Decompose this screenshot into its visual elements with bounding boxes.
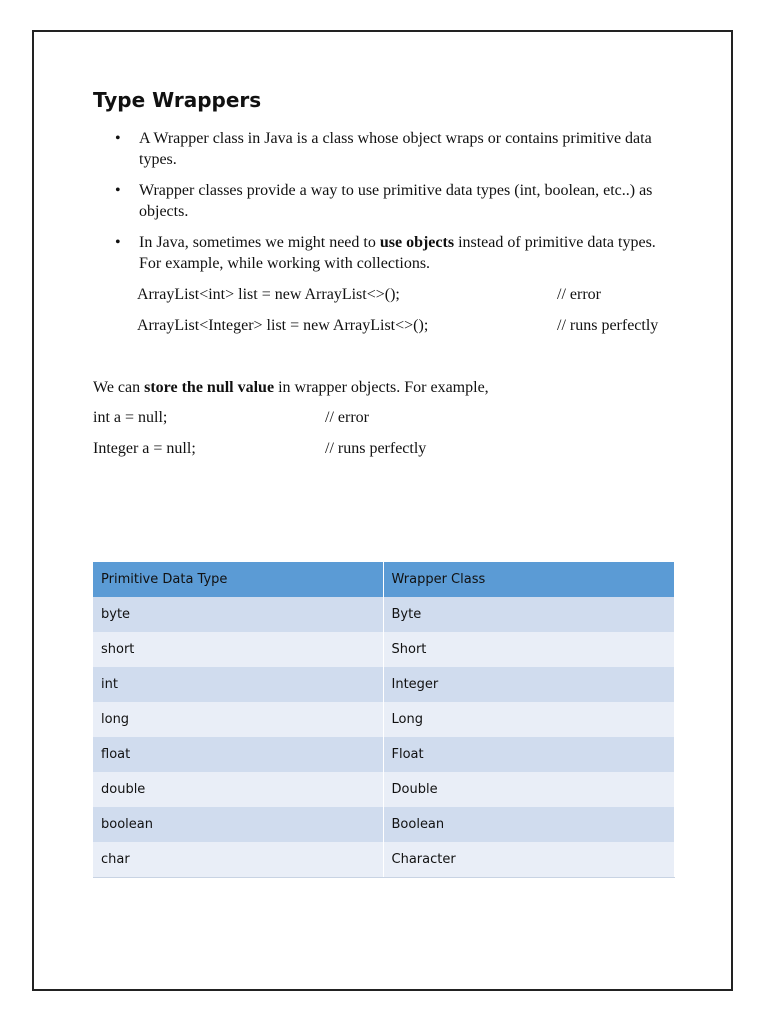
null-intro-pre: We can [93,379,145,396]
null-comment-1: // error [325,409,369,426]
table-cell-primitive: short [93,632,383,667]
table-cell-primitive: boolean [93,807,383,842]
page-title: Type Wrappers [93,88,262,112]
bullet-item [115,232,675,274]
table-cell-primitive: long [93,702,383,737]
null-intro-post: in wrapper objects. For example, [274,379,489,396]
code-example-2: ArrayList<Integer> list = new ArrayList<>(); [137,317,429,334]
table-cell-wrapper: Character [383,842,675,877]
code-example-1: ArrayList<int> list = new ArrayList<>(); [137,286,400,303]
table-cell-primitive: byte [93,597,383,632]
table-row [93,772,675,807]
null-comment-2: // runs perfectly [325,440,427,457]
bullet-dot: • [115,182,121,199]
table-header-wrapper: Wrapper Class [383,562,675,597]
bullet-dot: • [115,130,121,147]
table-cell-wrapper: Float [383,737,675,772]
bullet-text-pre: In Java, sometimes we might need to [139,234,380,251]
table-row [93,807,675,842]
bullet-list [115,128,675,284]
table-cell-primitive: float [93,737,383,772]
table-cell-wrapper: Long [383,702,675,737]
table-row [93,632,675,667]
bullet-text: A Wrapper class in Java is a class whose object wraps or contains primitive data types. [139,130,652,168]
null-example-2: Integer a = null; [93,440,196,457]
wrapper-table [93,562,675,878]
bullet-item [115,128,675,170]
table-cell-wrapper: Short [383,632,675,667]
table-cell-wrapper: Boolean [383,807,675,842]
table-header-primitive: Primitive Data Type [93,562,383,597]
bullet-dot: • [115,234,121,251]
code-comment-1: // error [557,286,601,303]
null-intro [93,378,489,398]
table-cell-primitive: double [93,772,383,807]
table-header-row [93,562,675,597]
table-row [93,737,675,772]
table-cell-wrapper: Double [383,772,675,807]
table-cell-primitive: int [93,667,383,702]
bullet-text: Wrapper classes provide a way to use primitive data types (int, boolean, etc..) as objects. [139,182,653,220]
table-row [93,667,675,702]
table-cell-wrapper: Integer [383,667,675,702]
bullet-text-post: instead of primitive data types. For example, while working with collections. [139,234,656,272]
bullet-item [115,180,675,222]
code-comment-2: // runs perfectly [557,317,659,334]
table-row [93,702,675,737]
bullet-text-bold: use objects [379,234,455,251]
null-example-1: int a = null; [93,409,168,426]
null-intro-bold: store the null value [144,379,275,396]
table-cell-wrapper: Byte [383,597,675,632]
table-cell-primitive: char [93,842,383,877]
table-row [93,597,675,632]
table-row [93,842,675,877]
